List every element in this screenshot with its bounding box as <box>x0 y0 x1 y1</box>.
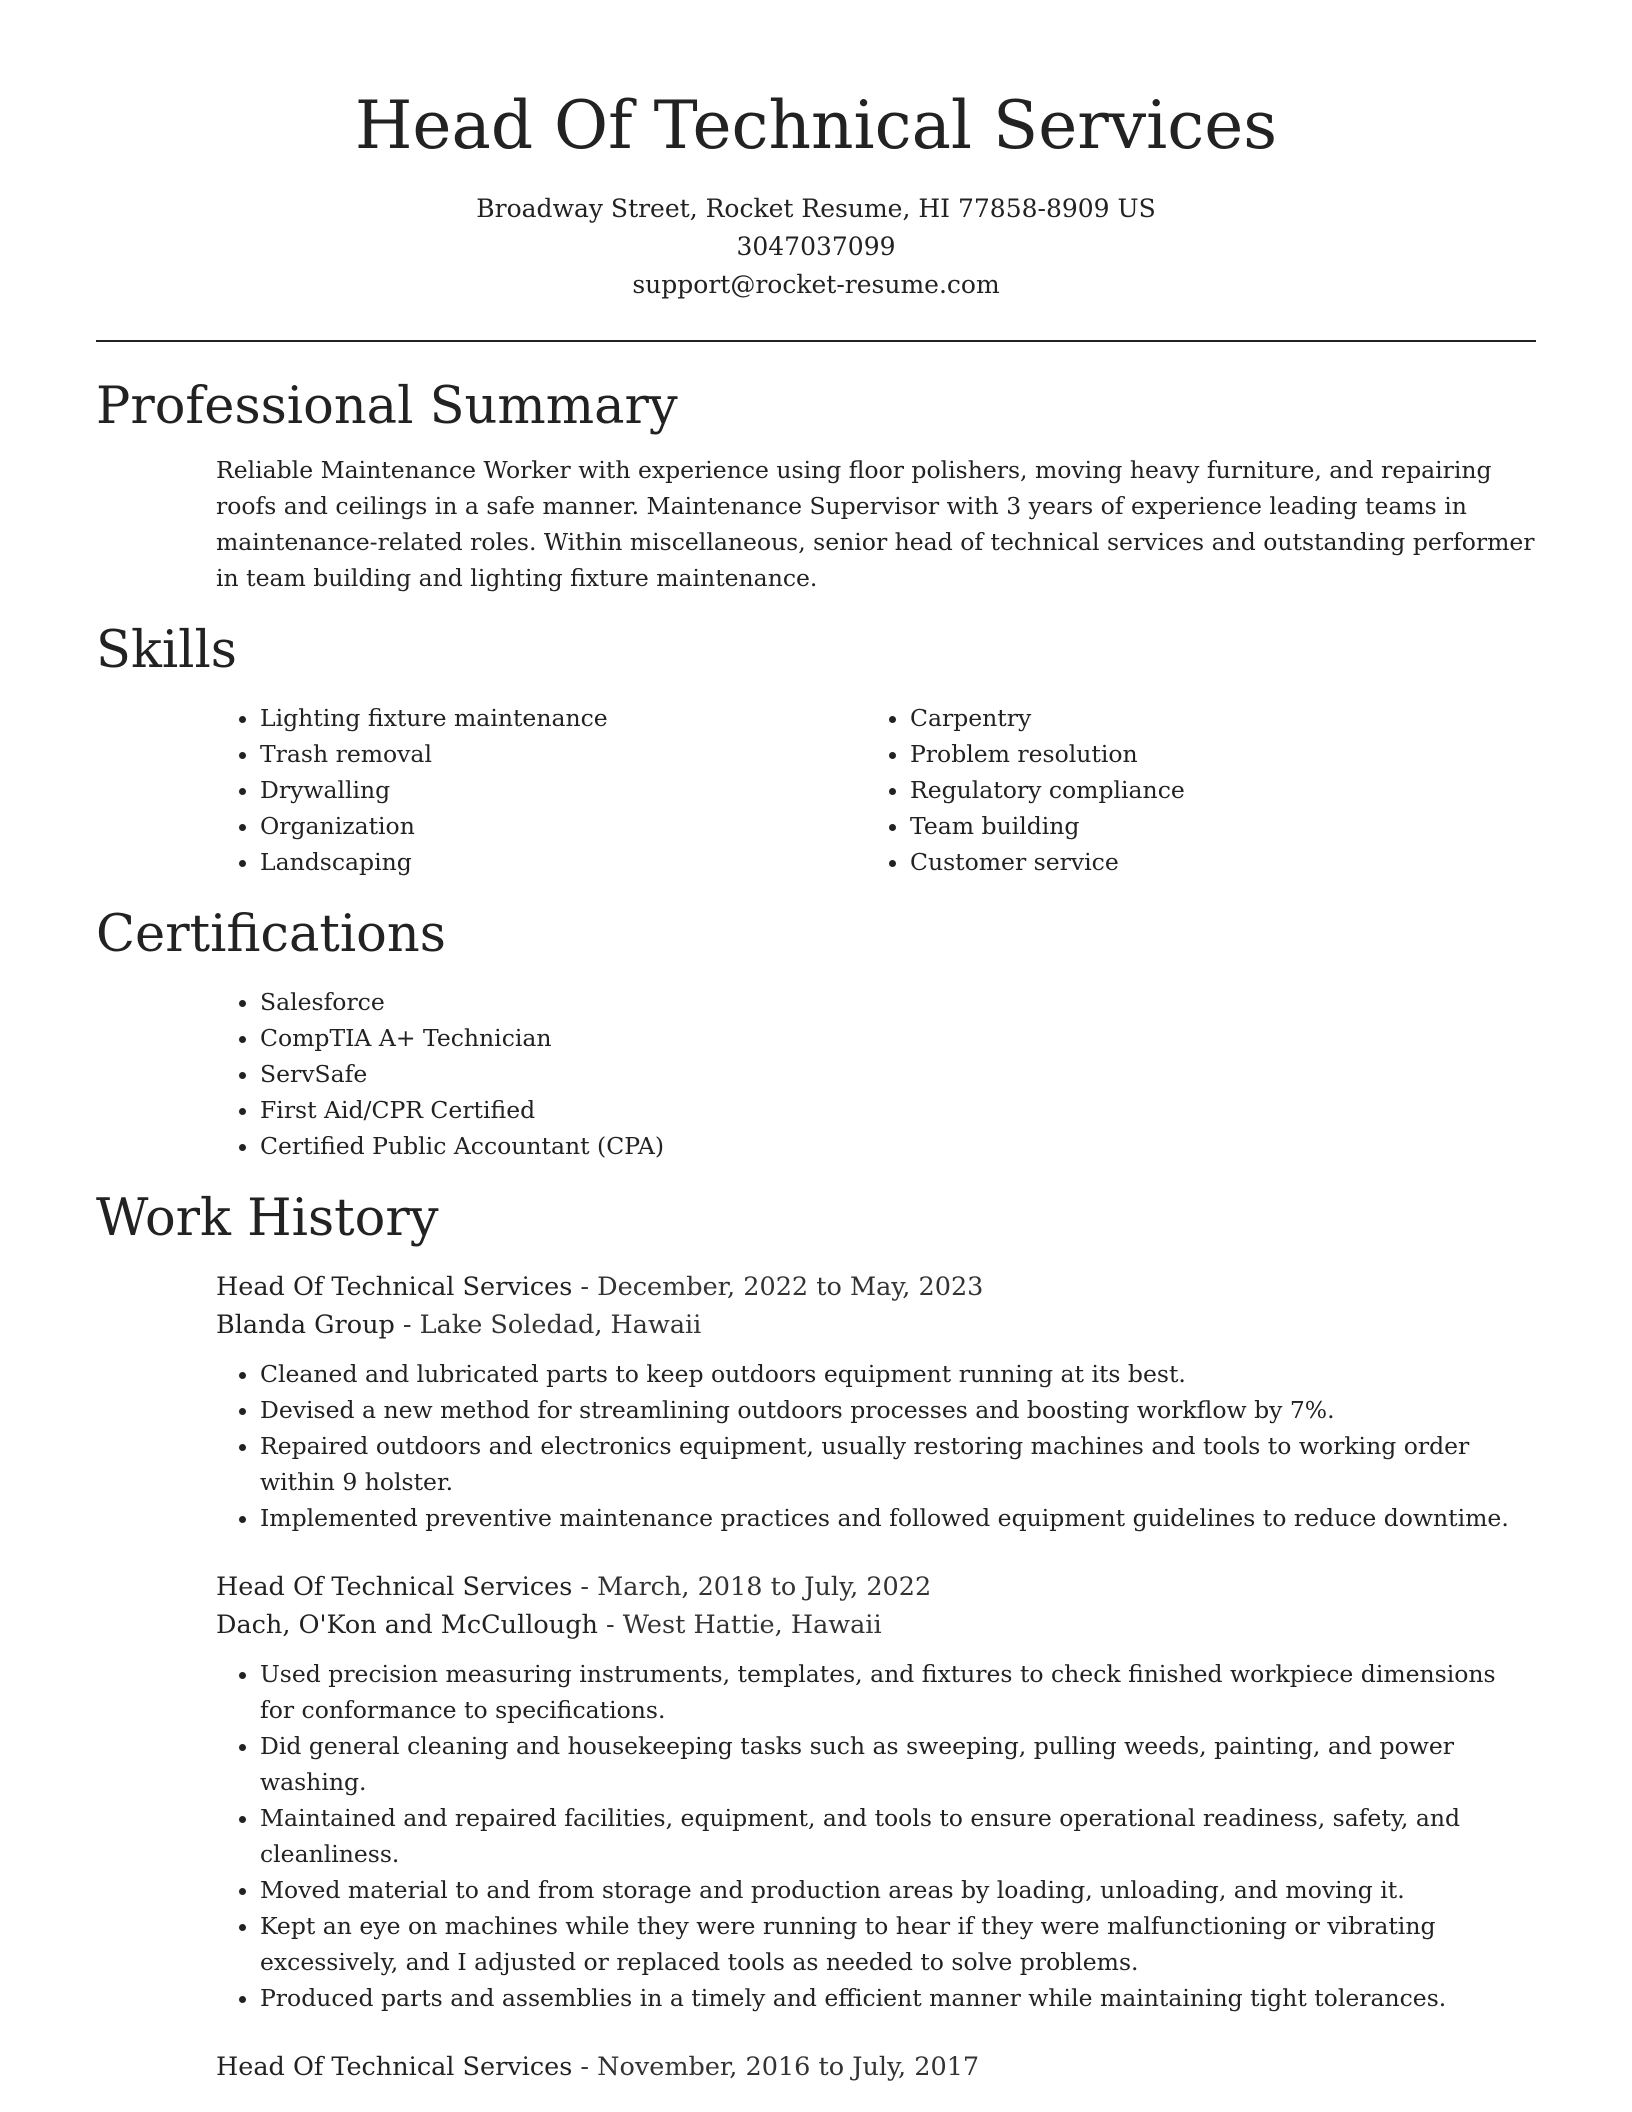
job-role: Head Of Technical Services <box>216 2052 573 2082</box>
certification-item: • First Aid/CPR Certified <box>260 1092 1536 1128</box>
skill-item: • Trash removal <box>260 736 866 772</box>
resume-header <box>0 0 1632 304</box>
work-history-section <box>96 1184 1536 2086</box>
job-location: West Hattie, Hawaii <box>622 1610 882 1640</box>
job-bullet: • Devised a new method for streamlining outdoors processes and boosting workflow by 7%. <box>260 1392 1536 1428</box>
header-divider <box>96 340 1536 342</box>
skill-item: • Carpentry <box>910 700 1516 736</box>
skill-item: • Organization <box>260 808 866 844</box>
job-role: Head Of Technical Services <box>216 1572 573 1602</box>
job-bullets <box>216 1356 1536 1536</box>
job-bullets <box>216 1656 1536 2016</box>
skills-column-1 <box>216 700 866 880</box>
certification-item: • Salesforce <box>260 984 1536 1020</box>
work-history-title: Work History <box>96 1189 439 1248</box>
certifications-section <box>96 900 1536 1164</box>
contact-info <box>0 190 1632 304</box>
skill-item: • Regulatory compliance <box>910 772 1516 808</box>
certifications-list <box>216 984 1536 1164</box>
job-title-line: Head Of Technical Services - March, 2018 to July, 2022 <box>216 1572 932 1602</box>
skills-title: Skills <box>96 621 237 680</box>
summary-text: Reliable Maintenance Worker with experience using floor polishers, moving heavy furniture, and repairing roofs and ceilings in a safe manner. Maintenance Supervisor with 3 years of experience leading teams in maintenance-related roles. Within miscellaneous, senior head of technical services and outstanding performer in team building and lighting fixture maintenance. <box>216 456 1535 592</box>
certification-item: • Certified Public Accountant (CPA) <box>260 1128 1536 1164</box>
job-bullet: • Did general cleaning and housekeeping tasks such as sweeping, pulling weeds, painting, and power washing. <box>260 1728 1536 1800</box>
job-bullet: • Maintained and repaired facilities, equipment, and tools to ensure operational readiness, safety, and cleanliness. <box>260 1800 1536 1872</box>
job-role: Head Of Technical Services <box>216 1272 573 1302</box>
skill-item: • Drywalling <box>260 772 866 808</box>
job-dates: November, 2016 to July, 2017 <box>597 2052 980 2082</box>
phone: 3047037099 <box>736 232 896 261</box>
job-entry <box>216 2048 1536 2086</box>
job-dates: March, 2018 to July, 2022 <box>597 1572 932 1602</box>
job-company-line: Dach, O'Kon and McCullough - West Hattie, Hawaii <box>216 1610 882 1640</box>
job-company: Blanda Group <box>216 1310 395 1340</box>
skill-item: • Problem resolution <box>910 736 1516 772</box>
job-bullet: • Cleaned and lubricated parts to keep outdoors equipment running at its best. <box>260 1356 1536 1392</box>
email: support@rocket-resume.com <box>632 270 1000 299</box>
address: Broadway Street, Rocket Resume, HI 77858-8909 US <box>476 194 1156 223</box>
certification-item: • ServSafe <box>260 1056 1536 1092</box>
job-title-line: Head Of Technical Services - November, 2016 to July, 2017 <box>216 2052 980 2082</box>
skills-list <box>216 700 1536 880</box>
job-location: Lake Soledad, Hawaii <box>419 1310 702 1340</box>
job-bullet: • Repaired outdoors and electronics equipment, usually restoring machines and tools to working order within 9 holster. <box>260 1428 1536 1500</box>
skill-item: • Lighting fixture maintenance <box>260 700 866 736</box>
job-entry <box>216 1268 1536 1536</box>
job-entry <box>216 1568 1536 2016</box>
skill-item: • Team building <box>910 808 1516 844</box>
certifications-title: Certifications <box>96 905 446 964</box>
certification-item: • CompTIA A+ Technician <box>260 1020 1536 1056</box>
job-company-line: Blanda Group - Lake Soledad, Hawaii <box>216 1310 702 1340</box>
job-bullet: • Produced parts and assemblies in a timely and efficient manner while maintaining tight tolerances. <box>260 1980 1536 2016</box>
summary-title: Professional Summary <box>96 377 678 436</box>
summary-section <box>96 372 1536 596</box>
skills-section <box>96 616 1536 880</box>
skills-column-2 <box>866 700 1516 880</box>
job-title-line: Head Of Technical Services - December, 2022 to May, 2023 <box>216 1272 984 1302</box>
job-bullet: • Used precision measuring instruments, templates, and fixtures to check finished workpiece dimensions for conformance to specifications. <box>260 1656 1536 1728</box>
skill-item: • Customer service <box>910 844 1516 880</box>
job-dates: December, 2022 to May, 2023 <box>597 1272 984 1302</box>
job-bullet: • Implemented preventive maintenance practices and followed equipment guidelines to reduce downtime. <box>260 1500 1536 1536</box>
job-bullet: • Moved material to and from storage and production areas by loading, unloading, and moving it. <box>260 1872 1536 1908</box>
candidate-name: Head Of Technical Services <box>354 87 1278 164</box>
job-bullet: • Kept an eye on machines while they were running to hear if they were malfunctioning or vibrating excessively, and I adjusted or replaced tools as needed to solve problems. <box>260 1908 1536 1980</box>
job-company: Dach, O'Kon and McCullough <box>216 1610 598 1640</box>
skill-item: • Landscaping <box>260 844 866 880</box>
